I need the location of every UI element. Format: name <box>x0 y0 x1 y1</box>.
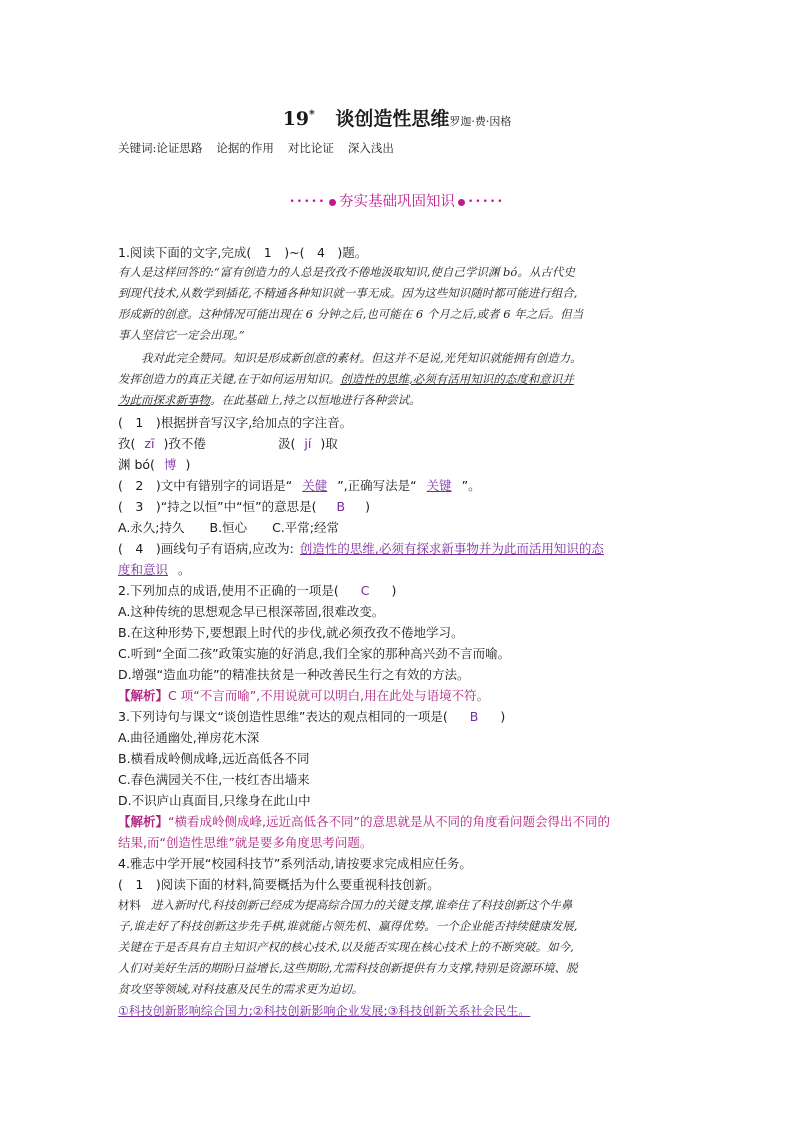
analysis-label: 【解析】 <box>118 814 169 829</box>
q4-stem: 4.雅志中学开展“校园科技节”系列活动,请按要求完成相应任务。 <box>118 856 472 871</box>
star-mark: * <box>309 107 315 121</box>
analysis-text: “横看成岭侧成峰,远近高低各不同”的意思就是从不同的角度看问题会得出不同的 <box>168 814 610 829</box>
text: 汲( <box>278 436 296 451</box>
underlined-sentence: 为此而探求新事物 <box>118 393 210 407</box>
keyword-item: 对比论证 <box>287 141 334 155</box>
q3-analysis-cont: 结果,而“创造性思维”就是要多角度思考问题。 <box>118 835 373 850</box>
text: ) <box>365 499 370 514</box>
q1-sub3-options: A.永久;持久 B.恒心 C.平常;经常 <box>118 520 339 535</box>
text: ”。 <box>461 478 481 493</box>
text: 3.下列诗句与课文“谈创造性思维”表达的观点相同的一项是( <box>118 709 448 724</box>
q3-option: C.春色满园关不住,一枝红杏出墙来 <box>118 772 310 787</box>
q2-analysis <box>118 686 489 704</box>
q1-passage-line: 事人坚信它一定会出现。” <box>118 328 245 342</box>
lesson-title: 谈创造性思维 <box>335 108 450 130</box>
answer: 关健 <box>302 478 328 493</box>
section-banner <box>0 190 794 211</box>
q1-passage-line: 有人是这样回答的:“富有创造力的人总是孜孜不倦地汲取知识,使自己学识渊 bó。从古代史 <box>118 265 575 279</box>
answer: 创造性的思维,必须有探求新事物并为此而活用知识的态 <box>299 541 604 556</box>
q2-option: B.在这种形势下,要想跟上时代的步伐,就必须孜孜不倦地学习。 <box>118 625 464 640</box>
q1-passage-text: 发挥创造力的真正关键,在于如何运用知识。 <box>118 372 341 386</box>
q2-option: D.增强“造血功能”的精准扶贫是一种改善民生行之有效的方法。 <box>118 667 470 682</box>
answer: zī <box>144 436 155 451</box>
q3-option: A.曲径通幽处,禅房花木深 <box>118 730 260 745</box>
answer: B <box>336 499 346 514</box>
analysis-label: 【解析】 <box>118 688 169 703</box>
q1-sub1-item3 <box>118 455 190 473</box>
keyword-item: 论据的作用 <box>216 141 274 155</box>
q4-material-line <box>118 897 572 913</box>
q1-sub4-cont <box>118 560 191 578</box>
author: 罗迦·费·因格 <box>449 115 512 128</box>
answer: C <box>360 583 370 598</box>
q3-stem <box>118 707 505 725</box>
dots-decoration: ••••• <box>289 197 326 207</box>
q1-passage-line: 到现代技术,从数学到插花,不精通各种知识就一事无成。因为这些知识随时都可能进行组合, <box>118 286 578 300</box>
q4-material-line: 子,谁走好了科技创新这步先手棋,谁就能占领先机、赢得优势。一个企业能否持续健康发展, <box>118 919 578 933</box>
keyword-item: 论证思路 <box>156 141 203 155</box>
text: 。 <box>178 562 191 577</box>
answer: jí <box>304 436 312 451</box>
text: ( 3 )“持之以恒”中“恒”的意思是( <box>118 499 317 514</box>
answer: B <box>469 709 479 724</box>
q1-sub4 <box>118 539 604 557</box>
text: ”,正确写法是“ <box>337 478 417 493</box>
answer: 博 <box>163 457 177 472</box>
q4-answer: ①科技创新影响综合国力;②科技创新影响企业发展;③科技创新关系社会民生。 <box>118 1004 531 1018</box>
keywords-line <box>118 140 408 156</box>
lesson-number: 19 <box>282 108 310 130</box>
q4-material-line: 人们对美好生活的期盼日益增长,这些期盼,尤需科技创新提供有力支撑,特别是资源环境、脱 <box>118 961 578 975</box>
q2-option: A.这种传统的思想观念早已根深蒂固,很难改变。 <box>118 604 385 619</box>
text: ) <box>500 709 506 724</box>
q1-sub3 <box>118 497 370 515</box>
q1-sub1-stem: ( 1 )根据拼音写汉字,给加点的字注音。 <box>118 415 353 430</box>
text: 孜( <box>118 436 136 451</box>
text: 渊 bó( <box>118 457 155 472</box>
text: ) <box>391 583 397 598</box>
text: ) <box>185 457 191 472</box>
q4-material-line: 贫攻坚等领域,对科技惠及民生的需求更为迫切。 <box>118 982 364 996</box>
q1-sub2 <box>118 476 481 494</box>
q1-passage-line <box>118 392 421 408</box>
underlined-sentence: 创造性的思维,必须有活用知识的态度和意识并 <box>340 372 574 386</box>
text: ( 2 )文中有错别字的词语是“ <box>118 478 293 493</box>
answer: 度和意识 <box>118 562 169 577</box>
q1-sub1-item1 <box>118 434 206 452</box>
q1-intro: 1.阅读下面的文字,完成( 1 )~( 4 )题。 <box>118 245 368 260</box>
q1-passage-line: 我对此完全赞同。知识是形成新创意的素材。但这并不是说,光凭知识就能拥有创造力。 <box>118 351 582 365</box>
q1-passage-text: 。在此基础上,持之以恒地进行各种尝试。 <box>210 393 421 407</box>
q2-option: C.听到“全面二孩”政策实施的好消息,我们全家的那种高兴劲不言而喻。 <box>118 646 511 661</box>
text: ( 4 )画线句子有语病,应改为: <box>118 541 294 556</box>
text: )取 <box>320 436 338 451</box>
answer: 关键 <box>426 478 452 493</box>
text: 2.下列加点的成语,使用不正确的一项是( <box>118 583 339 598</box>
q4-material-line: 关键在于是否具有自主知识产权的核心技术,以及能否实现在核心技术上的不断突破。如今, <box>118 940 574 954</box>
q1-passage-line: 形成新的创意。这种情况可能出现在 6 分钟之后,也可能在 6 个月之后,或者 6 年之后。但当 <box>118 307 584 321</box>
keyword-item: 深入浅出 <box>347 141 394 155</box>
q1-passage-line <box>118 371 574 387</box>
q4-sub1: ( 1 )阅读下面的材料,简要概括为什么要重视科技创新。 <box>118 877 440 892</box>
q1-sub1-item2 <box>278 434 338 452</box>
page-title <box>0 104 794 131</box>
keywords-label: 关键词: <box>118 141 157 155</box>
dot-icon <box>458 199 465 206</box>
q3-analysis <box>118 812 610 830</box>
dot-icon <box>329 199 336 206</box>
analysis-text: C 项“不言而喻”,不用说就可以明白,用在此处与语境不符。 <box>168 688 490 703</box>
q3-option: D.不识庐山真面目,只缘身在此山中 <box>118 793 311 808</box>
text: )孜不倦 <box>163 436 206 451</box>
banner-text: 夯实基础巩固知识 <box>339 194 455 210</box>
material-label: 材料 <box>118 898 141 912</box>
material-text: 进入新时代,科技创新已经成为提高综合国力的关键支撑,谁牵住了科技创新这个牛鼻 <box>151 898 573 912</box>
q3-option: B.横看成岭侧成峰,远近高低各不同 <box>118 751 310 766</box>
dots-decoration: ••••• <box>468 197 505 207</box>
q2-stem <box>118 581 396 599</box>
